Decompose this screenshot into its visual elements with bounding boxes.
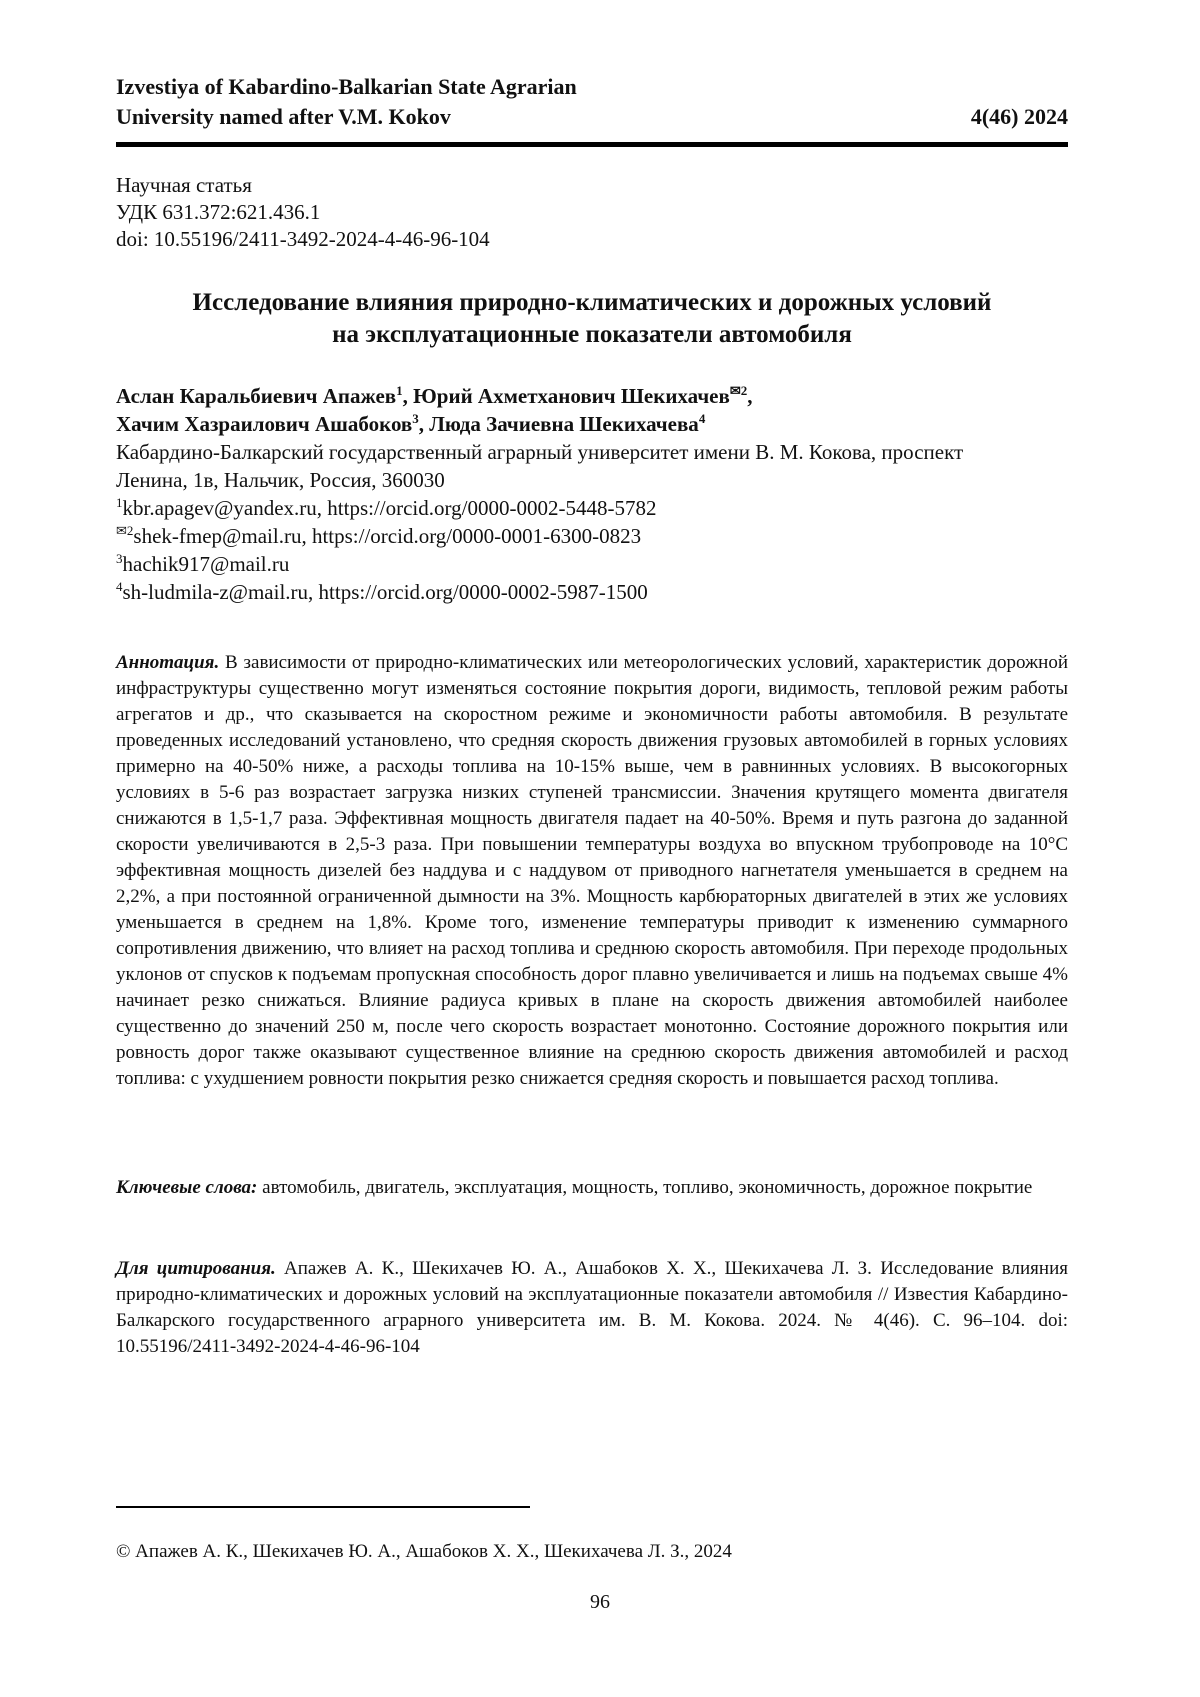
author-name: Аслан Каральбиевич Апажев — [116, 384, 397, 408]
contact-line — [116, 522, 1068, 550]
affiliation-line2: Ленина, 1в, Нальчик, Россия, 360030 — [116, 468, 445, 492]
abstract — [116, 650, 1068, 1092]
article-title — [116, 287, 1068, 351]
contact-text: hachik917@mail.ru — [122, 552, 290, 576]
author-line2 — [116, 410, 1068, 438]
contact-text: sh-ludmila-z@mail.ru, https://orcid.org/0000-0002-5987-1500 — [122, 580, 648, 604]
journal-name-line2: University named after V.M. Kokov — [116, 104, 451, 129]
copyright-notice: © Апажев А. К., Шекихачев Ю. А., Ашабоков Х. Х., Шекихачева Л. З., 2024 — [116, 1541, 732, 1562]
abstract-text: В зависимости от природно-климатических или метеорологических условий, характеристик дорожной инфраструктуры существенно могут изменяться состояние покрытия дороги, видимость, тепловой режим работы агрегатов и др., что сказывается на скоростном режиме и экономичности работы автомобиля. В результате проведенных исследований установлено, что средняя скорость движения грузовых автомобилей в горных условиях примерно на 40-50% ниже, а расходы топлива на 10-15% выше, чем в равнинных условиях. В высокогорных условиях в 5-6 раз возрастает загрузка низких ступеней трансмиссии. Значения крутящего момента двигателя снижаются в 1,5-1,7 раза. Эффективная мощность двигателя падает на 40-50%. Время и путь разгона до заданной скорости увеличиваются в 2,5-3 раза. При повышении температуры воздуха во впускном трубопроводе на 10°С эффективная мощность дизелей без наддува и с наддувом от приводного нагнетателя уменьшается в среднем на 2,2%, а при постоянной ограниченной дымности на 3%. Мощность карбюраторных двигателей в этих же условиях уменьшается в среднем на 1,8%. Кроме того, изменение температуры приводит к изменению суммарного сопротивления движению, что влияет на расход топлива и среднюю скорость автомобиля. При переходе продольных уклонов от спусков к подъемам пропускная способность дорог плавно увеличивается и лишь на подъемах свыше 4% начинает резко снижаться. Влияние радиуса кривых в плане на скорость движения автомобилей наиболее существенно до значений 250 м, после чего скорость возрастает монотонно. Состояние дорожного покрытия или ровность дорог также оказывают существенное влияние на среднюю скорость движения автомобилей и расход топлива: с ухудшением ровности покрытия резко снижается средняя скорость и повышается расход топлива. — [116, 652, 1069, 1089]
footnote-rule — [116, 1506, 530, 1508]
citation — [116, 1256, 1068, 1360]
contact-line — [116, 550, 1068, 578]
contact-mark: 3 — [116, 551, 123, 566]
abstract-label: Аннотация. — [116, 652, 220, 673]
envelope-icon: ✉ — [729, 383, 741, 398]
author-separator: , — [418, 412, 430, 436]
citation-label: Для цитирования. — [116, 1258, 276, 1279]
keywords — [116, 1175, 1068, 1201]
author-name: Хачим Хазраилович Ашабоков — [116, 412, 413, 436]
journal-name-line1: Izvestiya of Kabardino-Balkarian State Agrarian — [116, 74, 577, 99]
author-affiliation-mark: 4 — [698, 411, 706, 426]
author-separator: , — [747, 384, 753, 408]
author-affiliation-mark: 3 — [412, 411, 419, 426]
contact-text: kbr.apagev@yandex.ru, https://orcid.org/0000-0002-5448-5782 — [122, 496, 657, 520]
page-number: 96 — [590, 1591, 610, 1613]
author-affiliation-mark: 2 — [740, 383, 748, 398]
affiliation-line1: Кабардино-Балкарский государственный аграрный университет имени В. М. Кокова, проспект — [116, 440, 964, 464]
doi-line: doi: 10.55196/2411-3492-2024-4-46-96-104 — [116, 227, 490, 251]
title-line2: на эксплуатационные показатели автомобиля — [332, 321, 852, 348]
author-affiliation-mark: 1 — [396, 383, 403, 398]
keywords-text: автомобиль, двигатель, эксплуатация, мощность, топливо, экономичность, дорожное покрытие — [262, 1177, 1033, 1198]
authors-block — [116, 382, 1068, 606]
contact-mark: 2 — [126, 523, 134, 538]
contact-line — [116, 578, 1068, 606]
title-line1: Исследование влияния природно-климатических и дорожных условий — [192, 289, 992, 316]
author-line1 — [116, 382, 1068, 410]
contact-mark: 1 — [116, 495, 123, 510]
author-name: Юрий Ахметханович Шекихачев — [413, 384, 730, 408]
contact-mark: 4 — [116, 579, 123, 594]
citation-text: Апажев А. К., Шекихачев Ю. А., Ашабоков Х. Х., Шекихачева Л. З. Исследование влияния природно-климатических и дорожных условий на эксплуатационные показатели автомобиля // Известия Кабардино- Балкарского государственного аграрного университета им. В. М. Кокова. 2024. № 4(46). С. 96–104. doi: 10.55196/2411-3492-2024-4-46-96-104 — [116, 1258, 1068, 1357]
author-separator: , — [402, 384, 414, 408]
contact-text: shek-fmep@mail.ru, https://orcid.org/0000-0001-6300-0823 — [133, 524, 642, 548]
envelope-icon: ✉ — [116, 523, 127, 538]
keywords-label: Ключевые слова: — [116, 1177, 258, 1198]
author-name: Люда Зачиевна Шекихачева — [429, 412, 699, 436]
article-meta — [116, 172, 490, 253]
header-rule — [116, 142, 1068, 147]
udc-code: УДК 631.372:621.436.1 — [116, 200, 321, 224]
issue-number: 4(46) 2024 — [970, 104, 1068, 129]
running-header — [116, 102, 1068, 132]
article-type: Научная статья — [116, 173, 252, 197]
contact-line — [116, 494, 1068, 522]
